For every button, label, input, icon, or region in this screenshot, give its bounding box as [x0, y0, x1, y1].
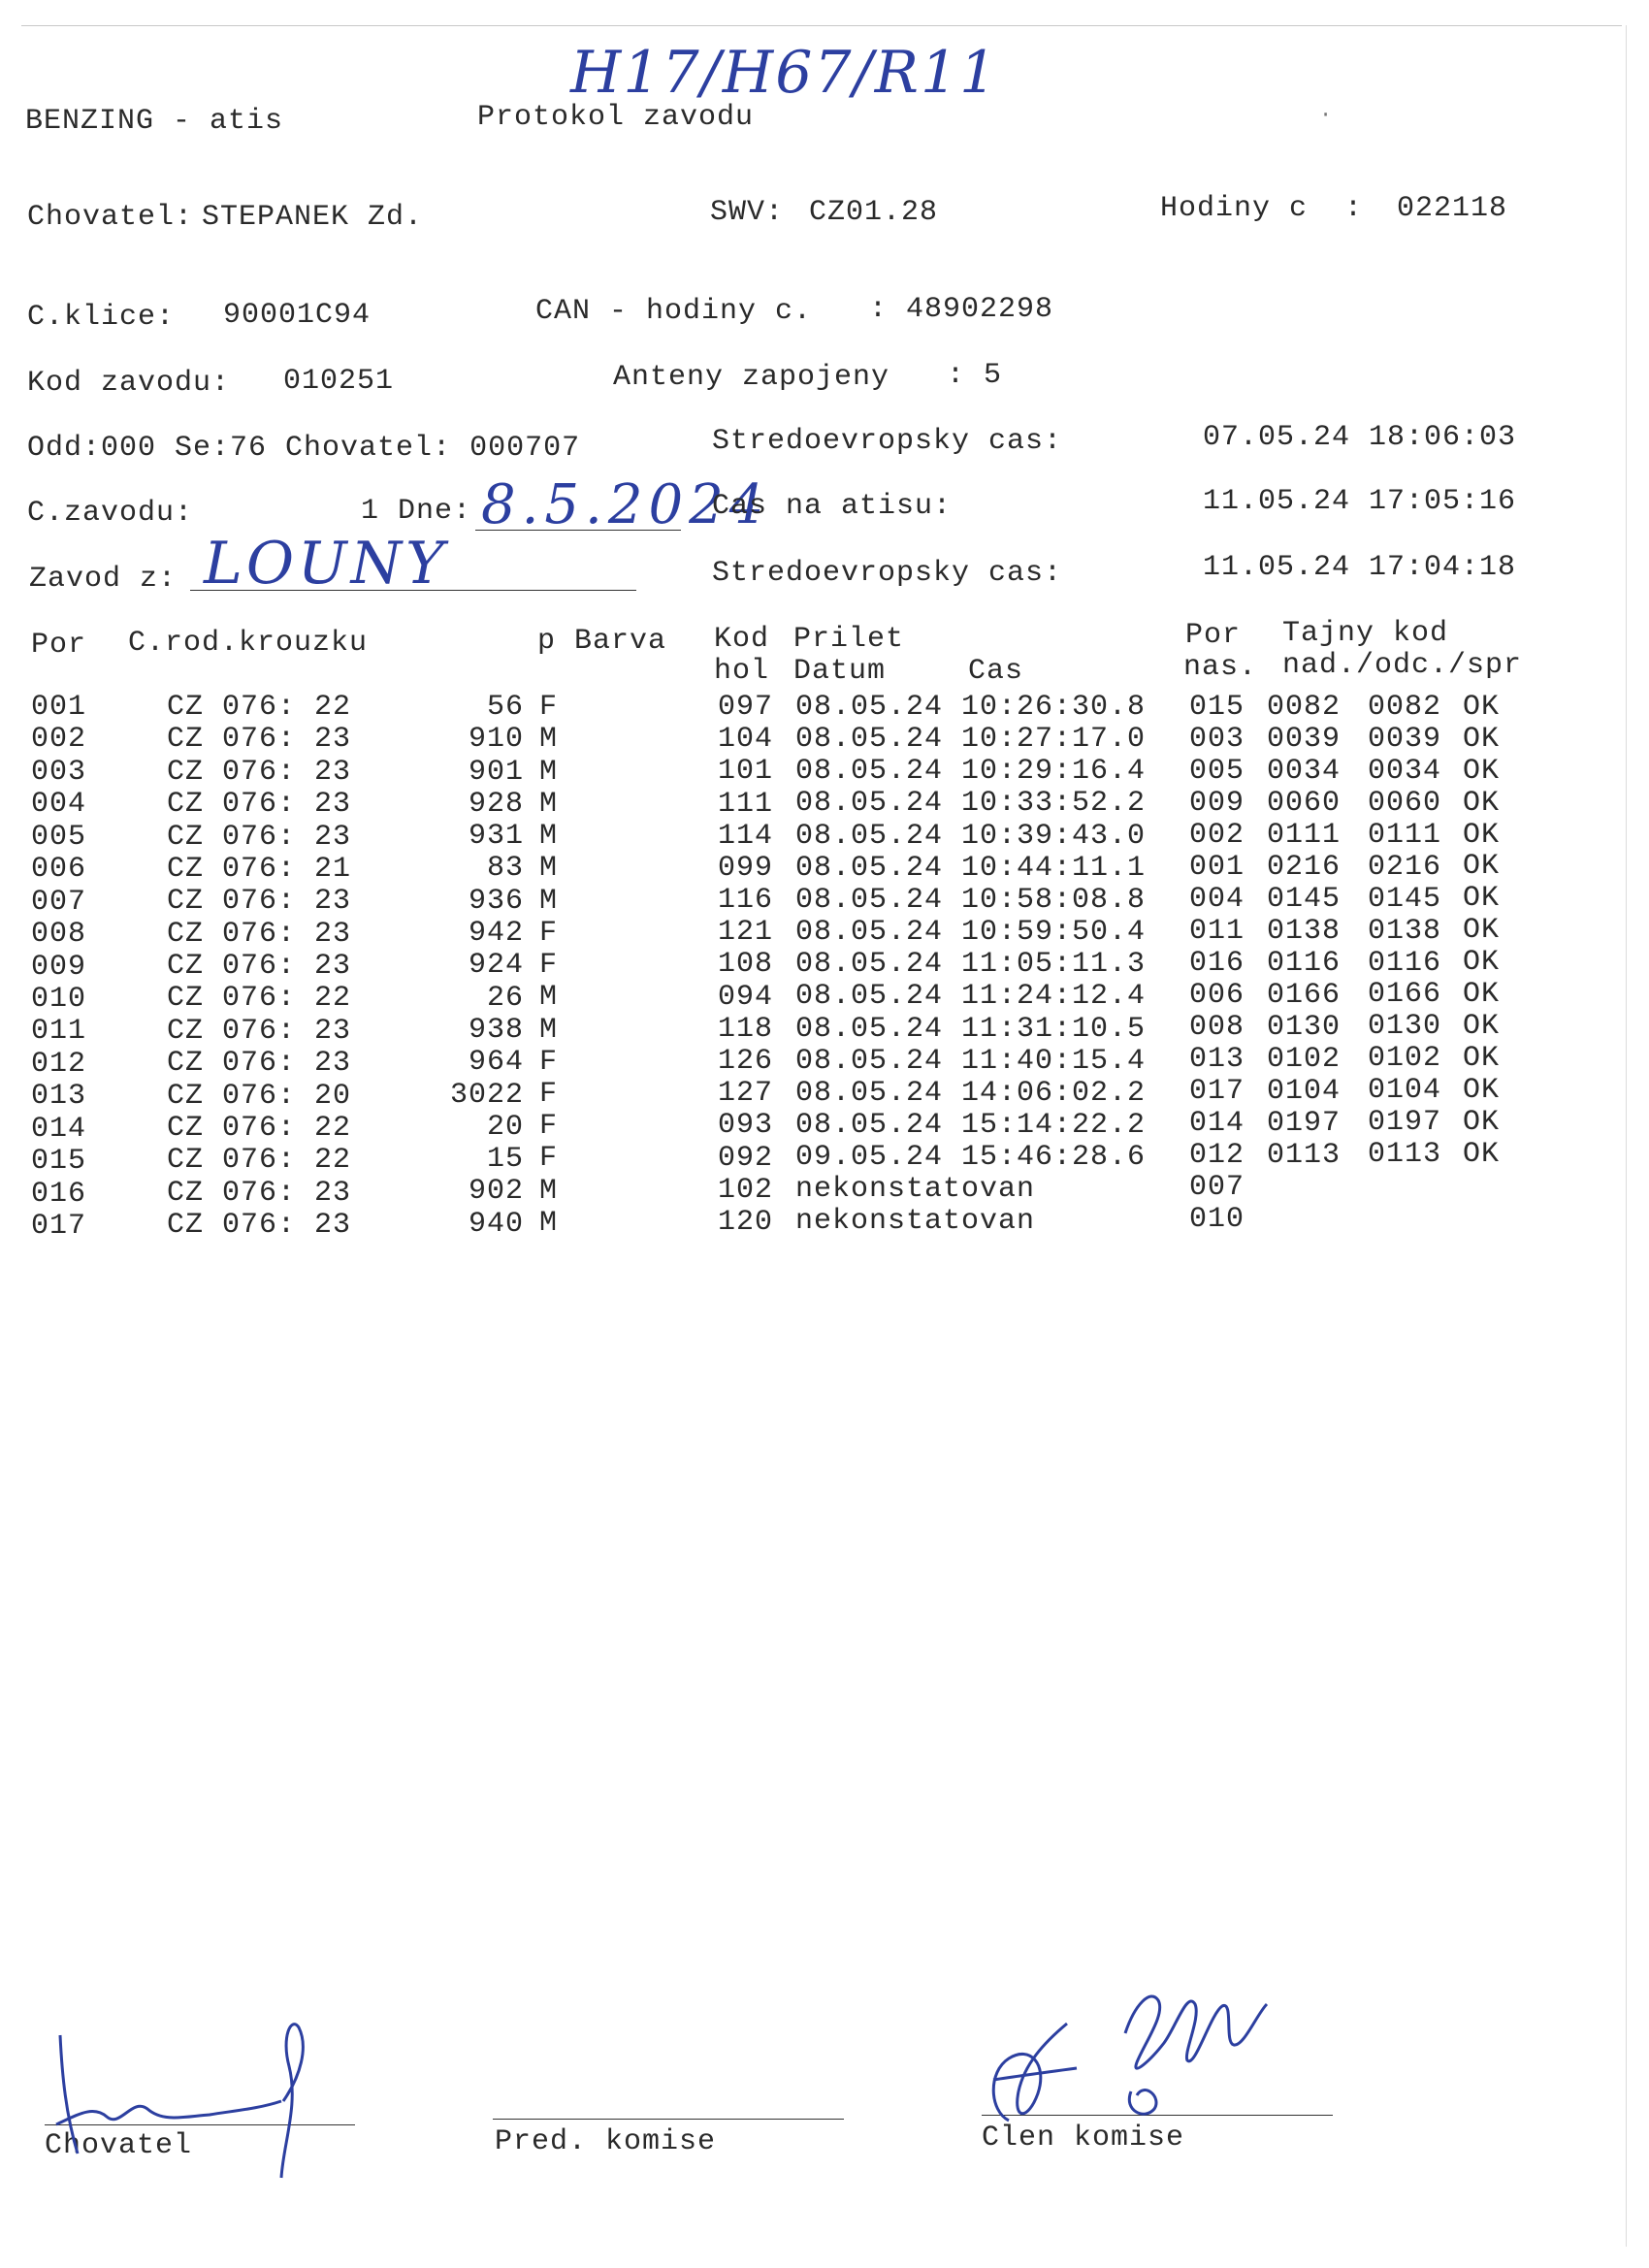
cell-sex: M: [539, 1174, 559, 1208]
cell-status: OK: [1463, 1105, 1501, 1139]
col-header-kod: Kod: [714, 623, 770, 656]
cet2-value: 11.05.24 17:04:18: [1203, 551, 1517, 584]
cell-sex: M: [539, 1206, 559, 1240]
cell-por-nas: 011: [1189, 915, 1245, 949]
cell-sex: M: [539, 981, 559, 1015]
section-line: Odd:000 Se:76 Chovatel: 000707: [27, 432, 581, 465]
cell-kod: 101: [718, 755, 774, 789]
cell-sex: F: [539, 1110, 559, 1144]
cell-ring: CZ 076: 23: [167, 1176, 352, 1210]
cell-secret-code: 0082: [1267, 691, 1342, 724]
cell-ring: CZ 076: 21: [167, 852, 352, 886]
app-name: BENZING - atis: [25, 105, 284, 138]
cell-kod: 108: [718, 948, 774, 982]
cell-ring: CZ 076: 23: [167, 723, 352, 757]
swv-label: SWV:: [710, 196, 785, 229]
cell-por: 015: [31, 1145, 87, 1179]
cell-kod: 121: [718, 916, 774, 950]
cell-ring: CZ 076: 23: [167, 788, 352, 822]
cell-sex: F: [539, 1142, 559, 1176]
cell-secret-code: 0104: [1267, 1074, 1342, 1108]
cell-secret-code: 0216: [1267, 850, 1342, 884]
cell-secret-code-check: 0145: [1368, 882, 1442, 916]
cell-secret-code: 0197: [1267, 1106, 1342, 1140]
cell-arrival: 08.05.24 10:59:50.4: [795, 916, 1147, 950]
cell-ring-number: 931: [468, 820, 524, 854]
cell-status: OK: [1463, 754, 1501, 788]
cell-por: 008: [31, 918, 87, 952]
cell-ring: CZ 076: 23: [167, 1014, 352, 1048]
cell-por: 010: [31, 982, 87, 1016]
key-label: C.klice:: [27, 301, 176, 334]
cell-por-nas: 016: [1189, 947, 1245, 980]
cell-secret-code-check: 0060: [1368, 786, 1442, 820]
cell-ring-number: 910: [468, 723, 524, 757]
cell-arrival: 08.05.24 10:44:11.1: [795, 851, 1147, 885]
cell-ring: CZ 076: 23: [167, 885, 352, 919]
cell-kod: 097: [718, 691, 774, 724]
cell-secret-code-check: 0166: [1368, 978, 1442, 1012]
cell-secret-code: 0116: [1267, 946, 1342, 980]
cell-status: OK: [1463, 1137, 1501, 1171]
cell-secret-code-check: 0130: [1368, 1010, 1442, 1044]
cell-ring: CZ 076: 23: [167, 950, 352, 984]
cell-status: OK: [1463, 946, 1501, 980]
cell-secret-code-check: 0116: [1368, 946, 1442, 980]
chair-signature-line: [493, 2119, 844, 2120]
col-header-tajny: Tajny kod: [1282, 617, 1449, 650]
cell-por-nas: 010: [1189, 1203, 1245, 1236]
col-header-hol: hol: [714, 655, 770, 688]
col-header-p-barva: p Barva: [537, 625, 667, 658]
cell-kod: 114: [718, 819, 774, 853]
cell-kod: 120: [718, 1205, 774, 1239]
cell-sex: F: [539, 916, 559, 950]
cell-arrival: 08.05.24 11:24:12.4: [795, 980, 1147, 1014]
cell-arrival: 08.05.24 10:27:17.0: [795, 723, 1147, 757]
cell-arrival: 09.05.24 15:46:28.6: [795, 1141, 1147, 1175]
can-label: CAN - hodiny c.: [535, 295, 813, 328]
col-header-nad: nad./odc./spr: [1282, 649, 1523, 682]
cell-sex: F: [539, 691, 559, 724]
cell-secret-code: 0130: [1267, 1010, 1342, 1044]
cell-por-nas: 017: [1189, 1075, 1245, 1108]
cell-arrival: 08.05.24 10:33:52.2: [795, 787, 1147, 821]
cell-ring-number: 901: [468, 755, 524, 789]
antennas-value: : 5: [947, 359, 1003, 392]
cell-status: OK: [1463, 1010, 1501, 1043]
cell-secret-code-check: 0104: [1368, 1074, 1442, 1108]
race-code-label: Kod zavodu:: [27, 367, 231, 400]
cell-sex: F: [539, 1078, 559, 1111]
cell-por-nas: 004: [1189, 883, 1245, 916]
cell-por: 005: [31, 820, 87, 854]
cell-ring-number: 56: [486, 691, 524, 724]
cell-secret-code-check: 0111: [1368, 818, 1442, 852]
cell-ring-number: 940: [468, 1207, 524, 1241]
cell-secret-code-check: 0039: [1368, 722, 1442, 756]
cell-por: 009: [31, 950, 87, 984]
cell-secret-code: 0102: [1267, 1042, 1342, 1076]
race-date-hand: 8.5.2024: [481, 473, 770, 536]
speck: ·: [1319, 103, 1333, 127]
cell-ring-number: 936: [468, 884, 524, 918]
cell-kod: 111: [718, 787, 774, 821]
cell-sex: F: [539, 1045, 559, 1079]
cell-status: OK: [1463, 1073, 1501, 1107]
cell-por: 014: [31, 1112, 87, 1146]
cell-kod: 127: [718, 1077, 774, 1111]
cell-sex: M: [539, 852, 559, 886]
cell-secret-code-check: 0102: [1368, 1042, 1442, 1076]
cell-arrival: 08.05.24 10:58:08.8: [795, 883, 1147, 917]
cell-ring: CZ 076: 23: [167, 755, 352, 789]
cell-secret-code: 0166: [1267, 978, 1342, 1012]
cell-status: OK: [1463, 722, 1501, 756]
cell-secret-code-check: 0082: [1368, 691, 1442, 724]
cell-kod: 116: [718, 884, 774, 918]
table-row: [0, 818, 1649, 854]
cell-por-nas: 013: [1189, 1043, 1245, 1077]
cell-por: 017: [31, 1210, 87, 1243]
race-no-value: 1 Dne:: [361, 495, 472, 528]
cell-secret-code: 0138: [1267, 914, 1342, 948]
key-value: 90001C94: [223, 299, 372, 332]
cell-sex: M: [539, 787, 559, 821]
can-value: : 48902298: [869, 293, 1054, 326]
cell-arrival: 08.05.24 10:26:30.8: [795, 691, 1147, 724]
cell-sex: M: [539, 820, 559, 853]
cell-ring: CZ 076: 23: [167, 820, 352, 854]
cell-ring: CZ 076: 23: [167, 1209, 352, 1243]
cell-status: OK: [1463, 786, 1501, 820]
cell-por-nas: 014: [1189, 1107, 1245, 1141]
cell-sex: F: [539, 949, 559, 982]
race-from-label: Zavod z:: [29, 563, 178, 596]
cell-status: OK: [1463, 850, 1501, 884]
clock-label: Hodiny c :: [1160, 192, 1364, 225]
breeder-label: Chovatel:: [27, 201, 194, 234]
cell-ring: CZ 076: 22: [167, 691, 352, 724]
cet2-label: Stredoevropsky cas:: [712, 557, 1063, 590]
cell-sex: M: [539, 755, 559, 789]
col-header-cas: Cas: [968, 655, 1024, 688]
cell-status: OK: [1463, 1041, 1501, 1075]
member-signature-label: Clen komise: [982, 2122, 1185, 2155]
col-header-por2: Por: [1185, 619, 1242, 652]
cell-kod: 092: [718, 1141, 774, 1175]
cell-por: 003: [31, 755, 87, 789]
cell-secret-code: 0145: [1267, 882, 1342, 916]
cell-secret-code-check: 0216: [1368, 850, 1442, 884]
cell-por: 002: [31, 723, 87, 757]
cell-ring-number: 3022: [449, 1078, 524, 1112]
atis-time-label: Cas na atisu:: [712, 490, 953, 523]
chair-signature-label: Pred. komise: [495, 2125, 717, 2158]
cell-kod: 126: [718, 1044, 774, 1078]
antennas-label: Anteny zapojeny: [613, 361, 890, 394]
race-from-underline: [190, 590, 636, 591]
cell-arrival: 08.05.24 10:39:43.0: [795, 819, 1147, 853]
cell-ring: CZ 076: 20: [167, 1079, 352, 1113]
cell-kod: 093: [718, 1109, 774, 1143]
page-title: Protokol zavodu: [477, 101, 755, 134]
cell-secret-code: 0034: [1267, 754, 1342, 788]
cell-por-nas: 008: [1189, 1011, 1245, 1044]
cell-ring-number: 26: [486, 981, 524, 1015]
cell-por-nas: 012: [1189, 1139, 1245, 1172]
cell-por-nas: 006: [1189, 979, 1245, 1013]
cell-por-nas: 001: [1189, 851, 1245, 885]
cell-ring: CZ 076: 23: [167, 917, 352, 951]
col-header-datum: Datum: [793, 655, 887, 688]
cell-sex: M: [539, 723, 559, 757]
cell-arrival: 08.05.24 10:29:16.4: [795, 755, 1147, 789]
col-header-ring: C.rod.krouzku: [128, 627, 369, 660]
cell-arrival: nekonstatovan: [795, 1173, 1036, 1207]
col-header-prilet: Prilet: [793, 623, 905, 656]
cell-secret-code-check: 0113: [1368, 1138, 1442, 1172]
cell-arrival: 08.05.24 14:06:02.2: [795, 1076, 1147, 1110]
cell-arrival: 08.05.24 11:05:11.3: [795, 948, 1147, 982]
scan-edge-top: [21, 25, 1622, 26]
col-header-por: Por: [31, 629, 87, 662]
cell-secret-code: 0111: [1267, 818, 1342, 852]
cell-sex: M: [539, 884, 559, 918]
race-date-underline: [475, 530, 681, 531]
cell-por: 013: [31, 1080, 87, 1114]
cell-ring-number: 938: [468, 1013, 524, 1047]
cell-secret-code-check: 0034: [1368, 754, 1442, 788]
cell-ring: CZ 076: 22: [167, 1144, 352, 1178]
table-row: [0, 788, 1649, 821]
table-row: [0, 850, 1649, 887]
cell-arrival: 08.05.24 11:40:15.4: [795, 1044, 1147, 1078]
cell-por-nas: 003: [1189, 723, 1245, 757]
cell-kod: 118: [718, 1012, 774, 1046]
cell-arrival: 08.05.24 11:31:10.5: [795, 1012, 1147, 1046]
cell-por: 001: [31, 691, 87, 724]
cell-por-nas: 009: [1189, 787, 1245, 821]
cell-por-nas: 002: [1189, 819, 1245, 852]
cell-ring-number: 942: [468, 917, 524, 951]
table-row: [0, 723, 1649, 756]
atis-time-value: 11.05.24 17:05:16: [1203, 485, 1517, 518]
cell-por: 007: [31, 885, 87, 919]
cell-ring-number: 20: [486, 1110, 524, 1144]
table-row: [0, 756, 1649, 789]
cell-por-nas: 005: [1189, 755, 1245, 788]
cell-kod: 099: [718, 851, 774, 885]
race-code-value: 010251: [283, 365, 395, 398]
cell-arrival: nekonstatovan: [795, 1205, 1036, 1239]
cell-ring: CZ 076: 22: [167, 982, 352, 1016]
cell-ring: CZ 076: 23: [167, 1047, 352, 1081]
cet1-value: 07.05.24 18:06:03: [1203, 421, 1517, 454]
cell-por: 012: [31, 1047, 87, 1081]
cell-por: 011: [31, 1015, 87, 1049]
cell-ring-number: 83: [486, 852, 524, 886]
cell-kod: 094: [718, 980, 774, 1014]
col-header-nas: nas.: [1183, 651, 1258, 684]
cet1-label: Stredoevropsky cas:: [712, 425, 1063, 458]
cell-por: 004: [31, 788, 87, 822]
cell-ring-number: 902: [468, 1175, 524, 1209]
cell-status: OK: [1463, 914, 1501, 948]
cell-status: OK: [1463, 818, 1501, 852]
cell-arrival: 08.05.24 15:14:22.2: [795, 1108, 1147, 1142]
cell-por: 016: [31, 1177, 87, 1211]
cell-ring-number: 15: [486, 1143, 524, 1176]
cell-status: OK: [1463, 691, 1501, 724]
cell-kod: 104: [718, 723, 774, 757]
cell-ring-number: 928: [468, 787, 524, 821]
clock-value: 022118: [1397, 192, 1508, 225]
cell-status: OK: [1463, 882, 1501, 916]
cell-por-nas: 015: [1189, 691, 1245, 724]
member-signature: [980, 1975, 1300, 2150]
handwritten-code: H17/H67/R11: [570, 39, 999, 107]
race-from-hand: LOUNY: [204, 530, 448, 598]
swv-value: CZ01.28: [809, 196, 939, 229]
breeder-signature: [39, 2008, 349, 2183]
cell-ring: CZ 076: 22: [167, 1112, 352, 1146]
cell-status: OK: [1463, 978, 1501, 1012]
cell-secret-code-check: 0197: [1368, 1106, 1442, 1140]
breeder-value: STEPANEK Zd.: [202, 201, 424, 234]
cell-secret-code: 0039: [1267, 722, 1342, 756]
cell-por: 006: [31, 853, 87, 887]
breeder-signature-label: Chovatel: [45, 2129, 193, 2162]
cell-kod: 102: [718, 1173, 774, 1207]
cell-ring-number: 964: [468, 1046, 524, 1080]
cell-por-nas: 007: [1189, 1171, 1245, 1205]
table-row: [0, 691, 1649, 724]
cell-secret-code: 0060: [1267, 786, 1342, 820]
table-row: [0, 1203, 1649, 1243]
cell-ring-number: 924: [468, 949, 524, 983]
cell-secret-code: 0113: [1267, 1138, 1342, 1172]
cell-secret-code-check: 0138: [1368, 914, 1442, 948]
cell-sex: M: [539, 1013, 559, 1047]
race-no-label: C.zavodu:: [27, 497, 194, 530]
